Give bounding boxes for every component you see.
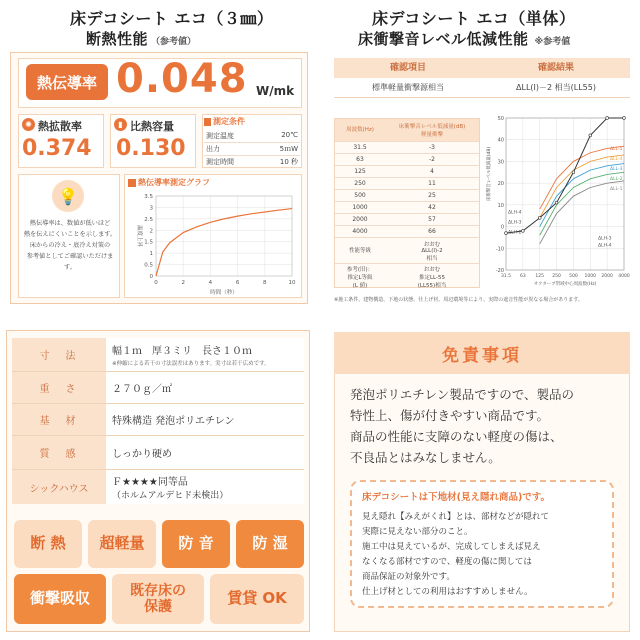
y-tick-label: 2: [149, 228, 153, 235]
result-header-result: 確認結果: [537, 63, 574, 73]
x-axis-label: オクターブ帯域中心周波数(Hz): [533, 282, 597, 287]
spec-key: 寸 法: [12, 338, 106, 371]
measured-point: [521, 230, 524, 233]
y-tick-label: 0.5: [144, 262, 153, 269]
legend-label: ΔLL-1: [610, 187, 623, 192]
spec-value: しっかり硬め: [106, 436, 304, 469]
mie-gakure-line: 実際に見えない部分のこと。: [362, 527, 473, 537]
x-tick-label: 10: [288, 280, 296, 286]
feature-soundproof: 防 音: [162, 520, 230, 568]
condition-value: 20℃: [281, 131, 298, 139]
disclaimer-line: 発泡ポリエチレン製品ですので、製品の: [350, 387, 574, 402]
graph-title: [128, 177, 210, 188]
chart-icon: [128, 179, 136, 187]
left-reference-label: ΔLH-3: [508, 220, 522, 226]
ref-value1: おおむ: [423, 266, 441, 273]
perf-value3: 相当: [426, 255, 438, 262]
capacity-label: 比熱容量: [130, 120, 174, 133]
freq-row: [335, 225, 479, 237]
y-tick-label: 2.5: [144, 216, 153, 223]
condition-value: 5ｍW: [279, 145, 298, 153]
y-tick-label: 20: [497, 181, 504, 188]
x-tick-label: 1000: [584, 274, 597, 279]
right-title1: 床デコシート エコ（単体）: [372, 9, 576, 28]
spec-row: [12, 436, 304, 470]
ref-label1: 参考(旧)：: [346, 266, 374, 273]
freq-col1: 周波数(Hz): [346, 127, 374, 133]
mie-gakure-text: [362, 510, 606, 600]
feature-lightweight: 超軽量: [88, 520, 156, 568]
spec-value-wrap: [106, 338, 304, 371]
note-line: 床からの冷え・底冷え対策の: [29, 242, 111, 249]
measured-point: [589, 134, 592, 137]
freq-cell: 2000: [352, 216, 368, 223]
left-subtitle-wrap: [86, 28, 196, 49]
disclaimer-body: [350, 384, 620, 468]
right-title2: 床衝撃音レベル低減性能: [358, 30, 529, 48]
measured-point: [606, 117, 609, 120]
right-footnote: ※施工条件、建物構造、下地の状態、仕上げ材、周辺環境等により、実際の遮音性能が異なる場合があります。: [334, 297, 583, 303]
freq-table: [334, 118, 480, 288]
right-title2-wrap: [358, 28, 570, 49]
legend-label: ΔLL-3: [610, 167, 623, 172]
freq-row: [335, 153, 479, 165]
x-tick-label: 6: [235, 280, 240, 286]
spec-key: 質 感: [12, 436, 106, 469]
result-row-item: 標準軽量衝撃源相当: [372, 83, 444, 92]
x-tick-label: 8: [263, 280, 267, 286]
left-subtitle: 断熱性能: [86, 30, 149, 48]
impact-chart: [484, 112, 634, 294]
conductivity-unit: W/mk: [256, 84, 295, 98]
y-tick-label: 3: [149, 205, 153, 212]
freq-value-cell: 11: [428, 180, 436, 187]
result-header-item: 確認項目: [389, 63, 426, 73]
feature-insulation: 断 熱: [14, 520, 82, 568]
y-tick-label: 0: [500, 224, 504, 231]
disclaimer-line: 不良品とはみなしません。: [350, 450, 501, 465]
condition-key: 出力: [206, 145, 220, 153]
measured-point: [555, 201, 558, 204]
lightbulb-icon: 💡: [52, 180, 84, 212]
disclaimer-title: 免責事項: [442, 345, 522, 366]
result-row-result: ΔLL(I)－2 相当(LL55): [516, 83, 596, 92]
freq-row: [335, 189, 479, 201]
legend-label: ΔLL-2: [610, 177, 623, 182]
bottom-reference-label: ΔLH-4: [598, 243, 612, 249]
feature-moistureproof: 防 湿: [236, 520, 304, 568]
disclaimer-line: 商品の性能に支障のない軽度の傷は、: [350, 429, 563, 444]
x-tick-label: 2: [181, 280, 185, 286]
left-title: 床デコシート エコ（３㎜）: [70, 9, 274, 28]
left-subtitle-note: （参考値）: [151, 37, 197, 47]
y-axis-label: 温度上昇: [136, 224, 142, 248]
freq-rows: [335, 141, 479, 237]
note-line: 熱を伝えにくいことを示します。: [23, 231, 117, 238]
freq-row: [335, 177, 479, 189]
x-tick-label: 31.5: [500, 274, 512, 279]
spec-key: シックハウス: [12, 470, 106, 504]
y-tick-label: 40: [497, 137, 504, 144]
freq-cell: 250: [354, 180, 366, 187]
y-tick-label: 1.5: [144, 239, 153, 246]
spec-value: 幅１ｍ 厚３ミリ 長さ１０ｍ: [112, 346, 252, 357]
mie-gakure-line: なくなる部材ですので、軽度の傷に関しては: [362, 557, 532, 567]
left-reference-label: ΔLH-4: [508, 210, 522, 216]
mie-gakure-line: 見え隠れ【みえがくれ】とは、部材などが隠れて: [362, 512, 550, 522]
freq-value-cell: 66: [428, 228, 436, 235]
y-tick-label: 10: [497, 202, 504, 209]
plot-frame: [156, 196, 292, 276]
measured-point: [623, 117, 626, 120]
disclaimer-line: 特性上、傷が付きやすい商品です。: [350, 408, 550, 423]
freq-cell: 63: [356, 156, 364, 163]
conductivity-value: 0.048: [116, 56, 248, 102]
measured-point: [572, 171, 575, 174]
bottom-reference-label: ΔLH-3: [598, 236, 612, 242]
conditions-title-text: 測定条件: [213, 117, 245, 126]
y-tick-label: 50: [497, 116, 504, 122]
perf-label: 性能等級: [348, 248, 371, 254]
capacity-value: 0.130: [116, 136, 186, 161]
measured-line: [506, 118, 624, 233]
right-title2-note: ※参考値: [534, 37, 571, 47]
ref-value2: 推定LL-55: [418, 274, 445, 281]
spec-row: [12, 404, 304, 436]
perf-value1: おおむ: [423, 241, 441, 248]
freq-cell: 4000: [352, 228, 368, 235]
result-row: [334, 78, 630, 98]
legend-label: ΔLL-4: [610, 157, 623, 162]
condition-value: 10 秒: [279, 158, 298, 166]
y-axis-label: 床衝撃音レベル低減量(dB): [487, 146, 492, 202]
left-reference-label: ΔLH-2: [508, 230, 522, 236]
freq-value-cell: 25: [428, 192, 436, 199]
mie-gakure-line: 仕上げ材としての利用はおすすめしません。: [362, 587, 533, 597]
condition-key: 測定温度: [206, 132, 234, 140]
x-tick-label: 0: [154, 280, 158, 286]
freq-row: [335, 213, 479, 225]
x-tick-label: 4: [208, 280, 213, 286]
freq-cell: 1000: [352, 204, 368, 211]
y-tick-label: 30: [497, 159, 504, 166]
mie-gakure-line: 施工中は見えているが、完成してしまえば見え: [362, 542, 541, 552]
x-axis-label: 時間（秒）: [210, 290, 238, 296]
diffusivity-icon: ✺: [22, 118, 35, 131]
feature-floor-protect: 既存床の保護: [112, 574, 204, 624]
ref-label3: (L 値): [352, 282, 368, 289]
graph-title-text: 熱伝導率測定グラフ: [138, 178, 210, 187]
spec-value: 特殊構造 発泡ポリエチレン: [106, 404, 304, 435]
freq-row: [335, 141, 479, 153]
y-tick-label: 0: [149, 274, 153, 280]
measured-point: [505, 232, 508, 235]
spec-note: （ホルムアルデヒド未検出）: [112, 491, 229, 501]
freq-cell: 500: [354, 192, 366, 199]
legend-label: ΔLL-5: [610, 147, 623, 152]
result-header: [334, 58, 630, 78]
diffusivity-label: 熱拡散率: [38, 120, 82, 133]
y-tick-label: -20: [495, 268, 504, 274]
condition-key: 測定時間: [206, 158, 234, 166]
freq-col2: 床衝撃音レベル低減量(dB): [398, 124, 466, 130]
freq-cell: 31.5: [353, 144, 367, 151]
spec-value: ２７０ｇ／㎡: [106, 372, 304, 403]
spec-key: 基 材: [12, 404, 106, 435]
feature-rental-ok: 賃貸 OK: [210, 574, 304, 624]
x-tick-label: 4000: [618, 274, 630, 279]
note-line: 熱伝導率は、数値が低いほど: [29, 220, 111, 227]
ref-label2: 推定L等級: [347, 274, 373, 281]
spec-row: [12, 470, 304, 504]
perf-value2: ΔLL(I)-2: [421, 247, 443, 254]
note-text: [22, 218, 118, 273]
freq-value-cell: 4: [430, 168, 434, 175]
freq-value-cell: -2: [429, 156, 435, 163]
mie-gakure-title: 床デコシートは下地材(見え隠れ商品)です。: [362, 492, 551, 503]
mie-gakure-line: 商品保証の対象外です。: [362, 572, 455, 582]
disclaimer-header: [334, 332, 630, 374]
spec-key: 重 さ: [12, 372, 106, 403]
thermal-chart: [124, 188, 302, 298]
freq-cell: 125: [354, 168, 366, 175]
conductivity-label: 熱伝導率: [26, 64, 108, 100]
freq-value-cell: -3: [429, 144, 435, 151]
freq-value-cell: 57: [428, 216, 436, 223]
note-line: 参考値としてご確認いただけます。: [26, 253, 114, 271]
ref-value3: (LL55)相当: [417, 282, 447, 289]
spec-row: [12, 372, 304, 404]
freq-col2b: 軽量衝撃: [420, 132, 443, 138]
spec-row: [12, 338, 304, 372]
y-tick-label: -10: [495, 246, 504, 253]
freq-value-cell: 42: [428, 204, 436, 211]
thermometer-icon: ▮: [114, 118, 127, 131]
diffusivity-value: 0.374: [22, 136, 92, 161]
x-tick-label: 125: [535, 274, 545, 279]
feature-shock-absorb: 衝撃吸収: [14, 574, 106, 624]
spec-value: Ｆ★★★★同等品: [112, 477, 188, 488]
measured-point: [538, 216, 541, 219]
freq-row: [335, 165, 479, 177]
spec-note: ※伸縮による若干の寸法誤差はあります。実寸は若干広めです。: [112, 361, 270, 367]
y-tick-label: 1: [149, 251, 153, 258]
x-tick-label: 2000: [601, 274, 613, 279]
spec-value-wrap: [106, 470, 304, 504]
freq-row: [335, 201, 479, 213]
x-tick-label: 500: [569, 274, 578, 279]
conditions-table: [204, 130, 300, 168]
y-tick-label: 3.5: [144, 194, 153, 200]
x-tick-label: 63: [519, 274, 526, 279]
conditions-title: [204, 116, 245, 127]
doc-icon: [204, 118, 211, 126]
x-tick-label: 250: [552, 274, 561, 279]
